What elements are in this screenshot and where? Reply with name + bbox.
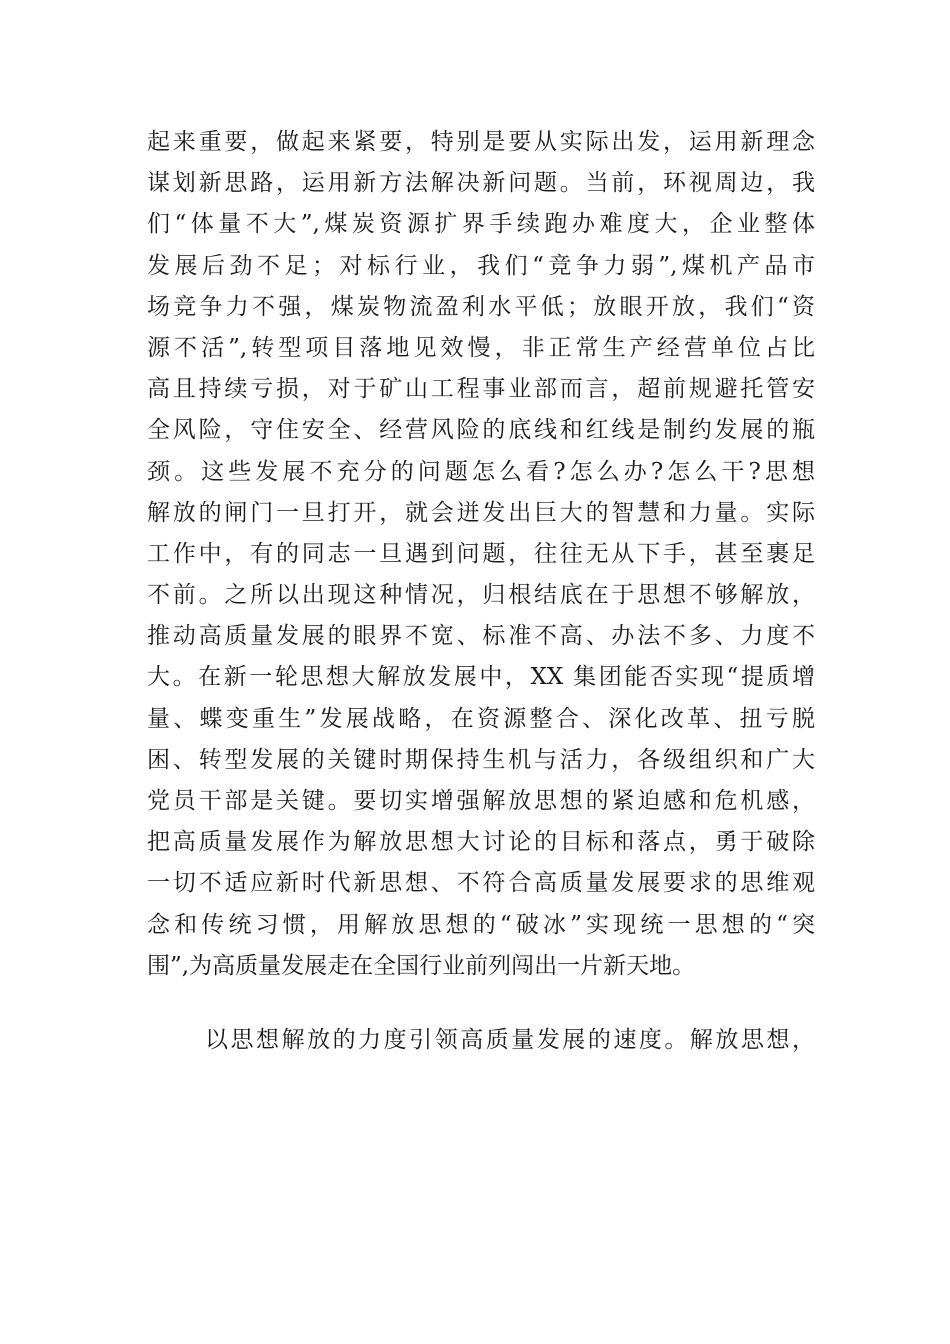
text-line: 一切不适应新时代新思想、不符合高质量发展要求的思维观 [147, 870, 815, 897]
text-line: 谋划新思路，运用新方法解决新问题。当前，环视周边，我 [147, 170, 815, 197]
text-line: 围”,为高质量发展走在全国行业前列闯出一片新天地。 [147, 952, 696, 979]
text-line: 大。在新一轮思想大解放发展中，XX 集团能否实现“提质增 [147, 664, 815, 691]
text-line: 高且持续亏损，对于矿山工程事业部而言，超前规避托管安 [147, 376, 815, 403]
text-line: 发展后劲不足；对标行业，我们“竞争力弱”,煤机产品市 [147, 252, 815, 279]
text-line: 以思想解放的力度引领高质量发展的速度。解放思想， [205, 1027, 815, 1053]
text-line: 们“体量不大”,煤炭资源扩界手续跑办难度大，企业整体 [147, 211, 815, 238]
text-line: 场竞争力不强，煤炭物流盈利水平低；放眼开放，我们“资 [147, 293, 815, 320]
text-line: 全风险，守住安全、经营风险的底线和红线是制约发展的瓶 [147, 417, 815, 444]
text-line: 量、蝶变重生”发展战略，在资源整合、深化改革、扭亏脱 [147, 705, 815, 732]
text-line: 党员干部是关键。要切实增强解放思想的紧迫感和危机感， [147, 788, 815, 814]
text-line: 念和传统习惯，用解放思想的“破冰”实现统一思想的“突 [147, 911, 815, 938]
text-line: 源不活”,转型项目落地见效慢，非正常生产经营单位占比 [147, 334, 815, 361]
text-line: 工作中，有的同志一旦遇到问题，往往无从下手，甚至裹足 [147, 540, 815, 567]
text-line: 推动高质量发展的眼界不宽、标准不高、办法不多、力度不 [147, 623, 815, 650]
text-line: 颈。这些发展不充分的问题怎么看?怎么办?怎么干?思想 [147, 458, 815, 485]
text-line: 不前。之所以出现这种情况，归根结底在于思想不够解放， [147, 582, 815, 609]
paragraph-1 [147, 122, 815, 987]
paragraph-2 [147, 1020, 815, 1061]
text-line: 起来重要，做起来紧要，特别是要从实际出发，运用新理念 [147, 129, 815, 155]
text-line: 困、转型发展的关键时期保持生机与活力，各级组织和广大 [147, 746, 815, 773]
text-line: 解放的闸门一旦打开，就会迸发出巨大的智慧和力量。实际 [147, 499, 815, 526]
text-line: 把高质量发展作为解放思想大讨论的目标和落点，勇于破除 [147, 829, 815, 856]
